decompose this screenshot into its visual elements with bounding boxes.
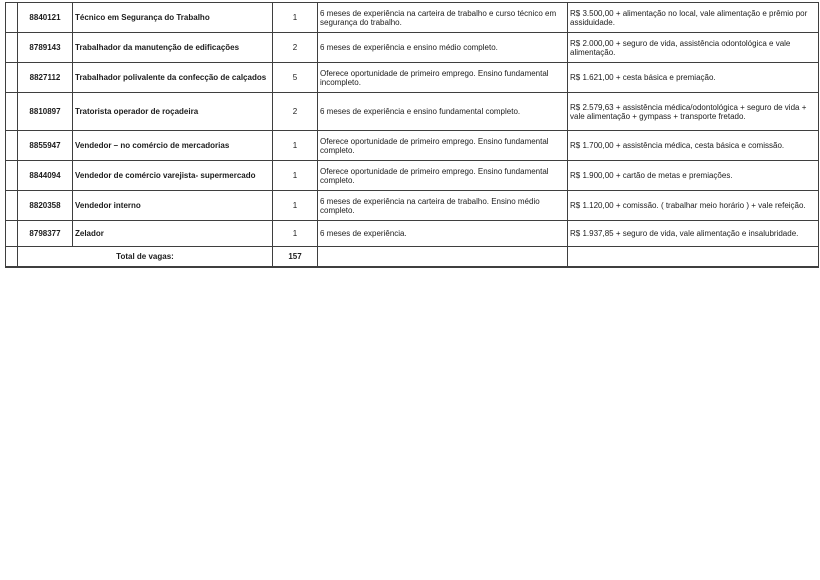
table-row [6, 93, 819, 131]
vacancy-count-cell: 1 [273, 131, 318, 161]
table-row [6, 161, 819, 191]
job-id-cell: 8798377 [18, 221, 73, 247]
job-id-cell: 8789143 [18, 33, 73, 63]
table-row [6, 221, 819, 247]
vacancy-count-cell: 1 [273, 3, 318, 33]
job-title-cell: Trabalhador polivalente da confecção de calçados [73, 63, 273, 93]
vacancy-count-cell: 1 [273, 191, 318, 221]
row-spacer-cell [6, 63, 18, 93]
table-row [6, 131, 819, 161]
row-spacer-cell [6, 93, 18, 131]
requirements-cell: 6 meses de experiência e ensino fundamental completo. [318, 93, 568, 131]
row-spacer-cell [6, 3, 18, 33]
total-empty-requirements-cell [318, 247, 568, 267]
job-id-cell: 8827112 [18, 63, 73, 93]
job-title-cell: Vendedor de comércio varejista- supermercado [73, 161, 273, 191]
total-value-cell: 157 [273, 247, 318, 267]
salary-benefits-cell: R$ 1.621,00 + cesta básica e premiação. [568, 63, 819, 93]
requirements-cell: Oferece oportunidade de primeiro emprego. Ensino fundamental completo. [318, 161, 568, 191]
job-vacancies-table [5, 2, 819, 268]
salary-benefits-cell: R$ 2.000,00 + seguro de vida, assistência odontológica e vale alimentação. [568, 33, 819, 63]
vacancy-count-cell: 2 [273, 33, 318, 63]
salary-benefits-cell: R$ 1.900,00 + cartão de metas e premiações. [568, 161, 819, 191]
requirements-cell: 6 meses de experiência e ensino médio completo. [318, 33, 568, 63]
total-empty-salary-cell [568, 247, 819, 267]
job-title-cell: Trabalhador da manutenção de edificações [73, 33, 273, 63]
requirements-cell: 6 meses de experiência. [318, 221, 568, 247]
salary-benefits-cell: R$ 1.937,85 + seguro de vida, vale alimentação e insalubridade. [568, 221, 819, 247]
row-spacer-cell [6, 191, 18, 221]
job-title-cell: Zelador [73, 221, 273, 247]
salary-benefits-cell: R$ 2.579,63 + assistência médica/odontológica + seguro de vida + vale alimentação + gympass + transporte fretado. [568, 93, 819, 131]
table-row [6, 63, 819, 93]
vacancy-count-cell: 5 [273, 63, 318, 93]
vacancies-table-body [6, 3, 819, 267]
salary-benefits-cell: R$ 1.700,00 + assistência médica, cesta básica e comissão. [568, 131, 819, 161]
row-spacer-cell [6, 247, 18, 267]
job-title-cell: Vendedor – no comércio de mercadorias [73, 131, 273, 161]
job-id-cell: 8820358 [18, 191, 73, 221]
vacancy-count-cell: 1 [273, 221, 318, 247]
row-spacer-cell [6, 221, 18, 247]
salary-benefits-cell: R$ 1.120,00 + comissão. ( trabalhar meio horário ) + vale refeição. [568, 191, 819, 221]
job-id-cell: 8810897 [18, 93, 73, 131]
row-spacer-cell [6, 131, 18, 161]
vacancy-count-cell: 2 [273, 93, 318, 131]
requirements-cell: Oferece oportunidade de primeiro emprego. Ensino fundamental incompleto. [318, 63, 568, 93]
row-spacer-cell [6, 33, 18, 63]
requirements-cell: 6 meses de experiência na carteira de trabalho. Ensino médio completo. [318, 191, 568, 221]
salary-benefits-cell: R$ 3.500,00 + alimentação no local, vale alimentação e prêmio por assiduidade. [568, 3, 819, 33]
job-id-cell: 8840121 [18, 3, 73, 33]
job-title-cell: Técnico em Segurança do Trabalho [73, 3, 273, 33]
total-label-cell: Total de vagas: [18, 247, 273, 267]
job-id-cell: 8855947 [18, 131, 73, 161]
requirements-cell: Oferece oportunidade de primeiro emprego. Ensino fundamental completo. [318, 131, 568, 161]
job-title-cell: Vendedor interno [73, 191, 273, 221]
total-row [6, 247, 819, 267]
table-row [6, 191, 819, 221]
table-row [6, 3, 819, 33]
job-title-cell: Tratorista operador de roçadeira [73, 93, 273, 131]
vacancy-count-cell: 1 [273, 161, 318, 191]
table-row [6, 33, 819, 63]
row-spacer-cell [6, 161, 18, 191]
requirements-cell: 6 meses de experiência na carteira de trabalho e curso técnico em segurança do trabalho. [318, 3, 568, 33]
job-id-cell: 8844094 [18, 161, 73, 191]
